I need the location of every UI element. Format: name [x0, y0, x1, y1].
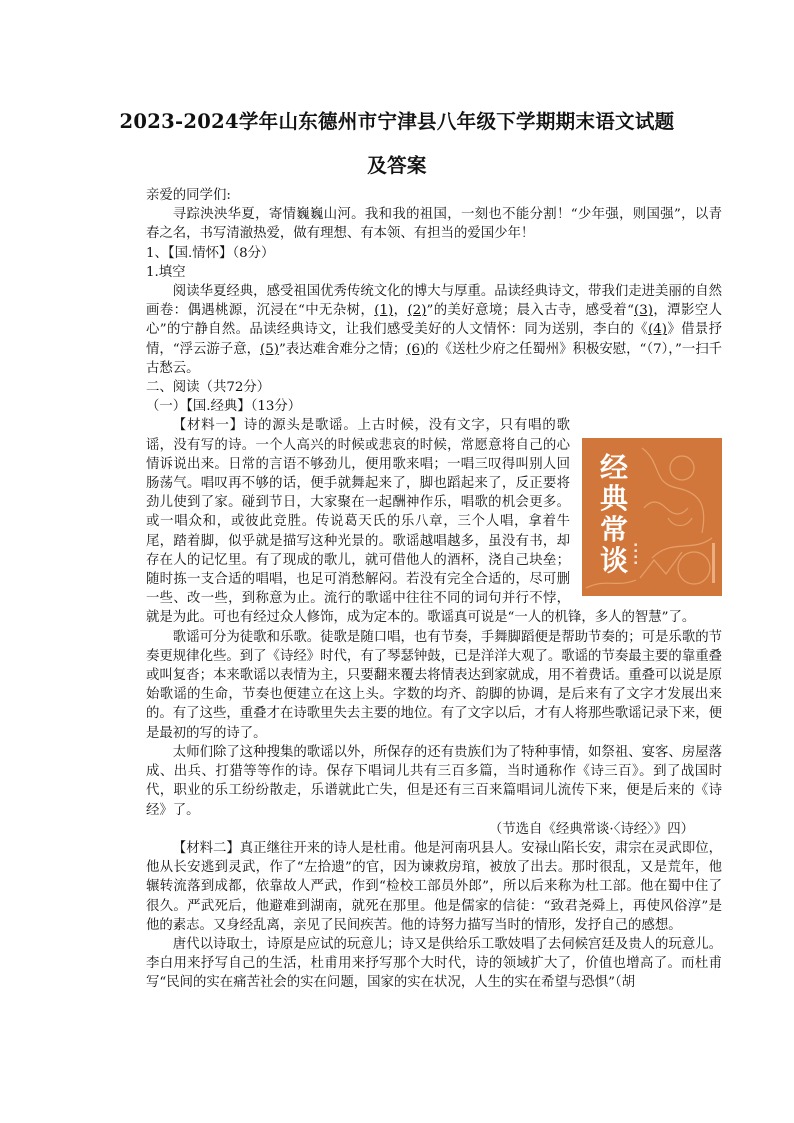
book-cover-figure [582, 438, 722, 596]
q1-text-d: ”的美好意境；晨入古寺，感受着“ [426, 303, 634, 319]
question-1-text [146, 282, 722, 378]
part-1-heading: （一）【国.经典】（13分） [146, 399, 302, 415]
q1-text-f: 》借景抒情，“浮云游子意， [146, 322, 723, 357]
material-1-paragraph-1: 【材料一】诗的源头是歌谣。上古时候，没有文字，只有唱的歌谣，没有写的诗。一个人高兴的时候或悲哀的时候，常愿意将自己的心情诉说出来。日常的言语不够劲儿，便用歌来唱；一唱三叹得叫别人回肠荡气。唱叹再不够的话，便手就舞起来了，脚也蹈起来了，反正要将劲儿使到了家。碰到节日，大家聚在一起酬神作乐，唱歌的机会更多。或一唱众和，或彼此竞胜。传说葛天氏的乐八章，三个人唱，拿着牛尾，踏着脚，似乎就是描写这种光景的。歌谣越唱越多，虽没有书，却存在人的记忆里。有了现成的歌儿，就可借他人的酒杯，浇自己块垒；随时拣一支合适的唱唱，也足可消愁解闷。若没有完全合适的，尽可删一些、改一些，到称意为止。流行的歌谣中往往不同的词句并行不悖，就是为此。可也有经过众人修饰，成为定本的。歌谣真可说是“一人的机锋，多人的智慧”了。 [146, 418, 696, 626]
book-cover [582, 438, 722, 596]
section-1-heading: 1、【国.情怀】（8分） [146, 245, 275, 261]
document-title-line1: 2023-2024学年山东德州市宁津县八年级下学期期末语文试题 [119, 110, 675, 133]
question-1-label: 1.填空 [146, 264, 186, 280]
blank-2: (2) [407, 303, 427, 319]
blank-6: (6) [406, 341, 426, 357]
material-1-paragraph-2: 歌谣可分为徒歌和乐歌。徒歌是随口唱，也有节奏，手舞脚蹈便是帮助节奏的；可是乐歌的节奏更规律化些。到了《诗经》时代，有了琴瑟钟鼓，已是洋洋大观了。歌谣的节奏最主要的靠重叠或叫复沓；本来歌谣以表情为主，只要翻来覆去将情表达到家就成，用不着费话。重叠可以说是原始歌谣的生命，节奏也便建立在这上头。字数的均齐、韵脚的协调，是后来有了文字才发展出来的。有了这些，重叠才在诗歌里失去主要的地位。有了文字以后，才有人将那些歌谣记录下来，便是最初的写的诗了。 [146, 629, 722, 741]
book-cover-author-mark: ▪ ▪ ▪ ▪ [634, 542, 638, 567]
q1-text-g: ”表达难舍难分之情； [278, 341, 407, 357]
material-1-paragraph-3: 太师们除了这种搜集的歌谣以外，所保存的还有贵族们为了特种事情，如祭祖、宴客、房屋落成、出兵、打猎等等作的诗。保存下唱词儿共有三百多篇，当时通称作《诗三百》。到了战国时代，职业的乐工纷纷散走，乐谱就此亡失，但是还有三百来篇唱词儿流传下来，便是后来的《诗经》了。 [146, 744, 722, 818]
book-cover-title: 经典常谈 [599, 451, 628, 578]
blank-4: (4) [648, 322, 668, 338]
q1-text-c: ， [393, 303, 408, 319]
q1-text-h: 的《送杜少府之任蜀州》积极安慰，“（7），”一扫千古愁云。 [146, 341, 722, 376]
material-2-paragraph-2: 唐代以诗取士，诗原是应试的玩意儿；诗又是供给乐工歌妓唱了去伺候宫廷及贵人的玩意儿。李白用来抒写自己的生活，杜甫用来抒写那个大时代，诗的领域扩大了，价值也增高了。而杜甫写“民间的实在痛苦社会的实在问题，国家的实在状况，人生的实在希望与恐惧”（胡 [146, 936, 722, 991]
blank-5: (5) [259, 341, 279, 357]
section-2-heading: 二、阅读（共72分） [146, 380, 271, 396]
document-body [146, 186, 722, 993]
greeting: 亲爱的同学们: [146, 188, 231, 203]
material-2-paragraph-1: 【材料二】真正继往开来的诗人是杜甫。他是河南巩县人。安禄山陷长安，肃宗在灵武即位，他从长安逃到灵武，作了“左拾遗”的官，因为谏救房琯，被放了出去。那时很乱，又是荒年，他辗转流落到成都，依靠故人严武，作到“检校工部员外郎”，所以后来称为杜工部。他在蜀中住了很久。严武死后，他避难到湖南，就死在那里。他是儒家的信徒：“致君尧舜上，再使风俗淳”是他的素志。又身经乱离，亲见了民间疾苦。他的诗努力描写当时的情形，发抒自己的感想。 [146, 840, 722, 933]
q1-text-e: ，潭影空人心”的宁静自然。品读经典诗文，让我们感受美好的人文情怀：同为送别，李白的《 [146, 303, 723, 338]
q1-text-a: 阅读华夏经典，感受祖国优秀传统文化的博大与厚重。品读经典诗文，带我们走进美丽的自然画卷：偶遇桃源，沉浸在“中无杂树， [146, 284, 722, 319]
document-title-line2: 及答案 [367, 154, 427, 177]
intro-paragraph: 寻踪泱泱华夏，寄情巍巍山河。我和我的祖国，一刻也不能分割！“少年强，则国强”，以青春之名，书写清澈热爱，做有理想、有本领、有担当的爱国少年！ [146, 207, 722, 242]
material-1-source: （节选自《经典常谈·〈诗经〉》四） [488, 821, 694, 837]
blank-3: (3) [633, 303, 653, 319]
blank-1: (1) [374, 303, 394, 319]
